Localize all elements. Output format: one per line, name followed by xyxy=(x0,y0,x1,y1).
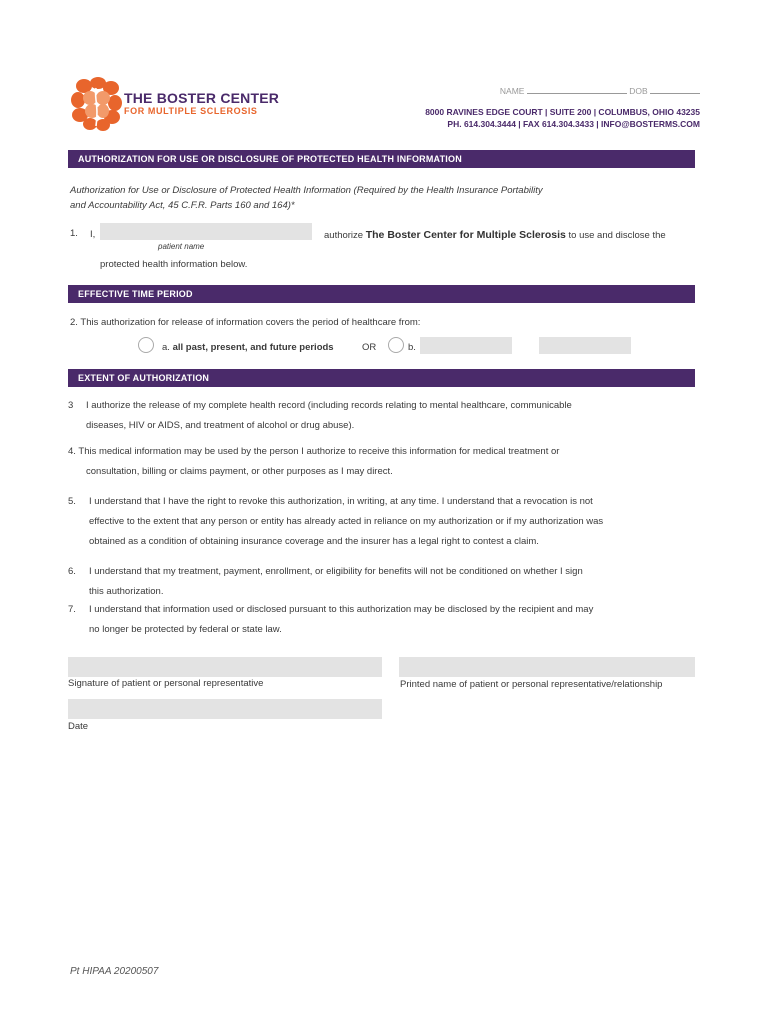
option-a-prefix: a. xyxy=(162,342,170,353)
printed-name-label: Printed name of patient or personal representative/relationship xyxy=(400,679,663,690)
authorize-suffix: to use and disclose the xyxy=(568,230,666,241)
item7-line1: I understand that information used or disclosed pursuant to this authorization may be disclosed by the recipient and may xyxy=(89,604,594,615)
item4-line2: consultation, billing or claims payment, or other purposes as I may direct. xyxy=(86,466,393,477)
item7-line2: no longer be protected by federal or state law. xyxy=(89,624,282,635)
name-label: NAME xyxy=(499,86,525,96)
option-b-label: b. xyxy=(408,342,416,353)
item2-text: 2. This authorization for release of information covers the period of healthcare from: xyxy=(70,317,421,328)
brain-logo-icon xyxy=(70,76,122,132)
item1-i-text: I, xyxy=(90,229,96,240)
option-b-radio[interactable] xyxy=(388,337,404,353)
intro-text: Authorization for Use or Disclosure of Protected Health Information (Required by the Health Insurance Portability and Accountability Act, 45 C.F.R. Parts 160 and 164)* xyxy=(70,185,543,211)
authorize-prefix: authorize xyxy=(324,230,364,241)
item5-line1: I understand that I have the right to revoke this authorization, in writing, at any time. I understand that a revocation is not xyxy=(89,496,593,507)
period-from-field[interactable] xyxy=(420,337,512,354)
option-a-label xyxy=(162,342,334,353)
option-a-bold: all past, present, and future periods xyxy=(172,342,334,353)
item5-number: 5. xyxy=(68,496,76,507)
authorize-sentence xyxy=(324,229,666,241)
item1-number: 1. xyxy=(70,228,78,239)
brand-title: THE BOSTER CENTER xyxy=(124,90,280,106)
item1-line2: protected health information below. xyxy=(100,259,248,270)
section-header-effective-time: EFFECTIVE TIME PERIOD xyxy=(68,285,695,303)
name-dob-line xyxy=(500,86,700,96)
or-text: OR xyxy=(362,342,377,353)
item4-line1: 4. This medical information may be used by the person I authorize to receive this information for medical treatment or xyxy=(68,446,560,457)
section-header-extent: EXTENT OF AUTHORIZATION xyxy=(68,369,695,387)
item3-line1: I authorize the release of my complete health record (including records relating to mental healthcare, communicable xyxy=(86,400,572,411)
item3-number: 3 xyxy=(68,400,74,411)
date-field[interactable] xyxy=(68,699,382,719)
patient-name-caption: patient name xyxy=(158,242,205,251)
period-to-field[interactable] xyxy=(539,337,631,354)
item6-line2: this authorization. xyxy=(89,586,164,597)
item6-number: 6. xyxy=(68,566,76,577)
section-header-authorization: AUTHORIZATION FOR USE OR DISCLOSURE OF PROTECTED HEALTH INFORMATION xyxy=(68,150,695,168)
option-a-radio[interactable] xyxy=(138,337,154,353)
form-code-footer: Pt HIPAA 20200507 xyxy=(70,966,159,977)
contact-line: PH. 614.304.3444 | FAX 614.304.3433 | INFO@BOSTERMS.COM xyxy=(447,119,700,129)
name-field[interactable] xyxy=(527,93,627,94)
printed-name-field[interactable] xyxy=(399,657,695,677)
item3-line2: diseases, HIV or AIDS, and treatment of alcohol or drug abuse). xyxy=(86,420,355,431)
address-line: 8000 RAVINES EDGE COURT | SUITE 200 | COLUMBUS, OHIO 43235 xyxy=(425,107,700,117)
org-name: The Boster Center for Multiple Sclerosis xyxy=(365,229,566,241)
item6-line1: I understand that my treatment, payment, enrollment, or eligibility for benefits will not be conditioned on whether I sign xyxy=(89,566,583,577)
dob-label: DOB xyxy=(629,86,648,96)
date-label: Date xyxy=(68,721,89,732)
dob-field[interactable] xyxy=(650,93,700,94)
item5-line3: obtained as a condition of obtaining insurance coverage and the insurer has a legal right to contest a claim. xyxy=(89,536,539,547)
item5-line2: effective to the extent that any person or entity has already acted in reliance on my authorization or if my authorization was xyxy=(89,516,604,527)
signature-field[interactable] xyxy=(68,657,382,677)
signature-label: Signature of patient or personal representative xyxy=(68,678,264,689)
brand-subtitle: FOR MULTIPLE SCLEROSIS xyxy=(124,106,258,116)
patient-name-field[interactable] xyxy=(100,223,312,240)
item7-number: 7. xyxy=(68,604,76,615)
